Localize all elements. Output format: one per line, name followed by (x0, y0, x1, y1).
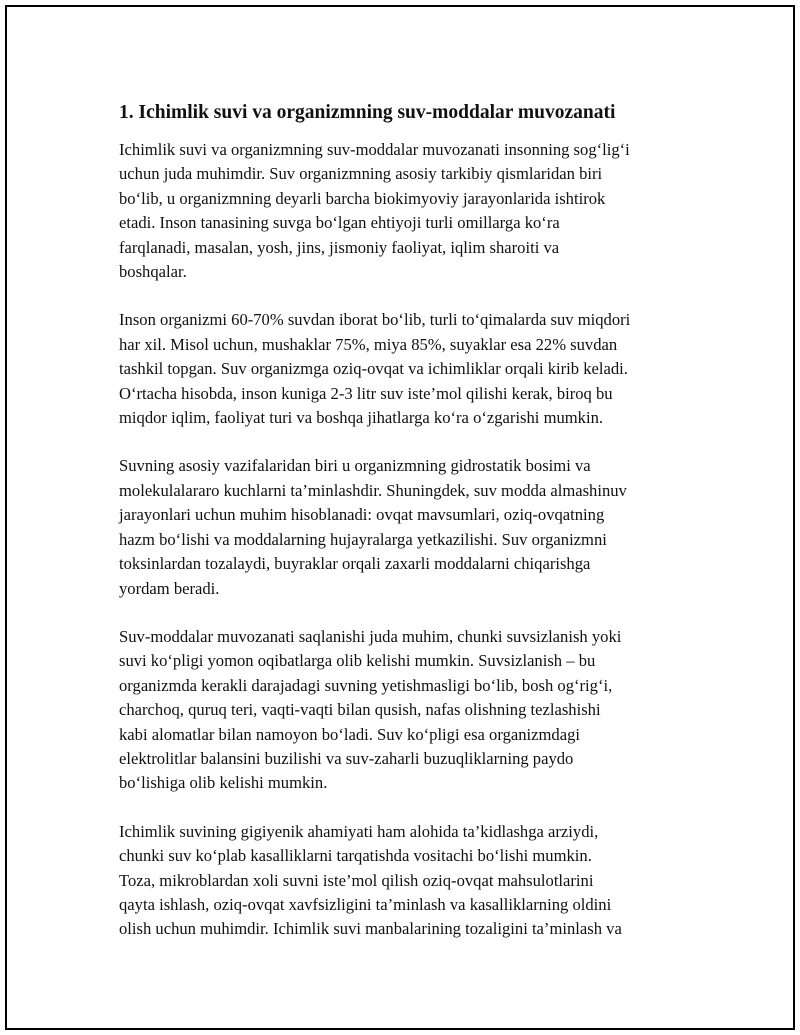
text-line: Ichimlik suvining gigiyenik ahamiyati ham alohida ta’kidlashga arziydi, (119, 821, 599, 841)
text-line: chunki suv ko‘plab kasalliklarni tarqatishda vositachi bo‘lishi mumkin. (119, 846, 592, 866)
text-line: bo‘lib, u organizmning deyarli barcha biokimyoviy jarayonlarida ishtirok (119, 188, 606, 208)
paragraph-1 (119, 138, 699, 284)
text-line: yordam beradi. (119, 578, 220, 598)
page-frame (5, 5, 795, 1030)
text-line: organizmda kerakli darajadagi suvning yetishmasligi bo‘lib, bosh og‘rig‘i, (119, 675, 613, 695)
text-line: etadi. Inson tanasining suvga bo‘lgan ehtiyoji turli omillarga ko‘ra (119, 213, 560, 233)
text-line: charchoq, quruq teri, vaqti-vaqti bilan qusish, nafas olishning tezlashishi (119, 700, 601, 720)
text-line: molekulalararo kuchlarni ta’minlashdir. Shuningdek, suv modda almashinuv (119, 480, 627, 500)
text-line: elektrolitlar balansini buzilishi va suv-zaharli buzuqliklarning paydo (119, 748, 574, 768)
paragraph-2 (119, 308, 699, 430)
text-line: Ichimlik suvi va organizmning suv-moddalar muvozanati insonning sog‘lig‘i (119, 140, 630, 159)
text-line: Inson organizmi 60-70% suvdan iborat bo‘lib, turli to‘qimalarda suv miqdori (119, 310, 631, 330)
text-line: toksinlardan tozalaydi, buyraklar orqali zaxarli moddalarni chiqarishga (119, 554, 591, 574)
paragraph-5 (119, 820, 699, 942)
text-line: kabi alomatlar bilan namoyon bo‘ladi. Suv ko‘pligi esa organizmdagi (119, 724, 580, 744)
text-line: Toza, mikroblardan xoli suvni iste’mol qilish oziq-ovqat mahsulotlarini (119, 870, 594, 890)
text-line: qayta ishlash, oziq-ovqat xavfsizligini ta’minlash va kasalliklarning oldini (119, 894, 612, 914)
text-line: tashkil topgan. Suv organizmga oziq-ovqat va ichimliklar orqali kirib keladi. (119, 359, 628, 379)
paragraph-3 (119, 454, 699, 600)
text-line: suvi ko‘pligi yomon oqibatlarga olib kelishi mumkin. Suvsizlanish – bu (119, 651, 596, 671)
text-line: jarayonlari uchun muhim hisoblanadi: ovqat mavsumlari, oziq-ovqatning (119, 505, 605, 525)
text-line: farqlanadi, masalan, yosh, jins, jismoniy faoliyat, iqlim sharoiti va (119, 237, 560, 257)
text-line: boshqalar. (119, 262, 187, 282)
text-line: miqdor iqlim, faoliyat turi va boshqa jihatlarga ko‘ra o‘zgarishi mumkin. (119, 408, 604, 428)
text-line: O‘rtacha hisobda, inson kuniga 2-3 litr suv iste’mol qilishi kerak, biroq bu (119, 383, 613, 403)
text-line: uchun juda muhimdir. Suv organizmning asosiy tarkibiy qismlaridan biri (119, 164, 603, 184)
document-body (119, 99, 699, 966)
text-line: Suvning asosiy vazifalaridan biri u organizmning gidrostatik bosimi va (119, 456, 591, 476)
section-heading: 1. Ichimlik suvi va organizmning suv-moddalar muvozanati (119, 102, 616, 123)
paragraph-4 (119, 625, 699, 796)
text-line: har xil. Misol uchun, mushaklar 75%, miya 85%, suyaklar esa 22% suvdan (119, 334, 618, 354)
text-line: bo‘lishiga olib kelishi mumkin. (119, 773, 328, 793)
text-line: Suv-moddalar muvozanati saqlanishi juda muhim, chunki suvsizlanish yoki (119, 626, 622, 646)
text-line: olish uchun muhimdir. Ichimlik suvi manbalarining tozaligini ta’minlash va (119, 919, 622, 939)
text-line: hazm bo‘lishi va moddalarning hujayralarga yetkazilishi. Suv organizmni (119, 529, 607, 549)
